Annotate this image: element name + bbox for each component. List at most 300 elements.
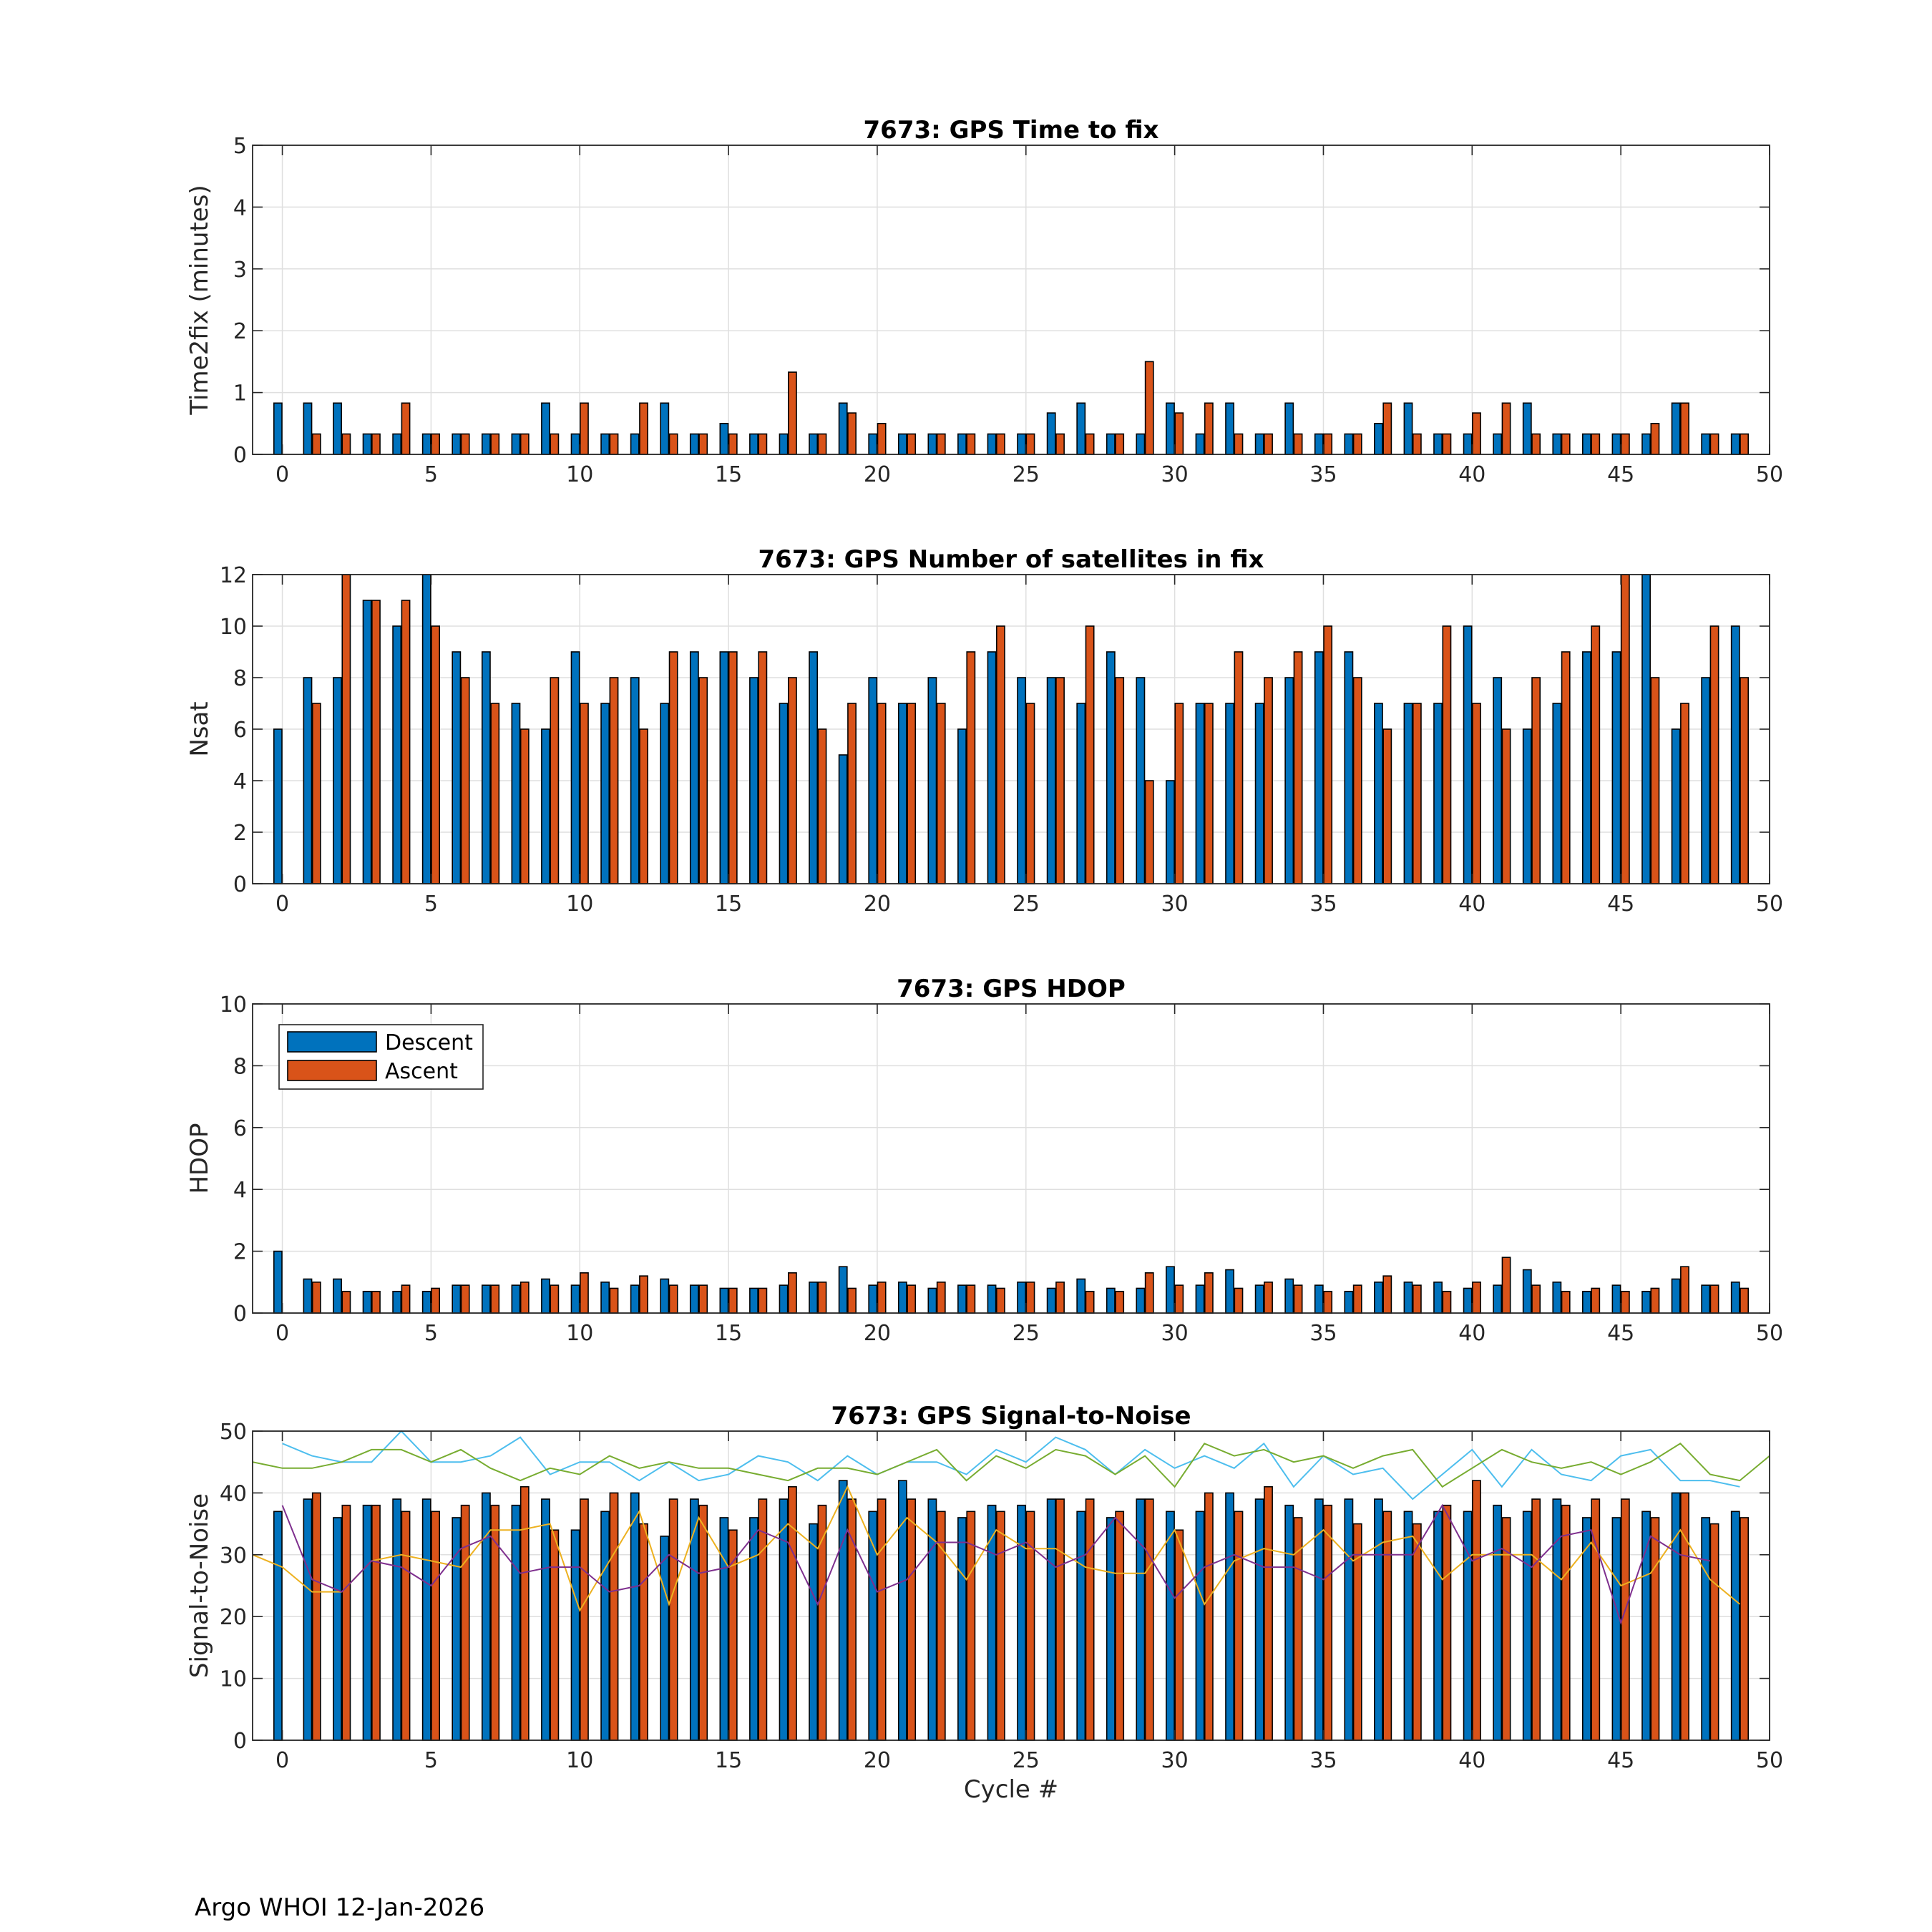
panel-2-ylabel: Nsat (185, 701, 214, 757)
panel-2-bar-descent (1196, 703, 1204, 884)
panel-3-bar-ascent (1710, 1285, 1718, 1313)
panel-1-bar-ascent (758, 434, 766, 454)
panel-2-bar-ascent (670, 652, 678, 884)
panel-1-bar-ascent (1085, 434, 1093, 454)
panel-1-bar-descent (1107, 434, 1115, 454)
panel-3-bar-ascent (462, 1285, 469, 1313)
panel-2-bar-descent (1404, 703, 1412, 884)
panel-2-bar-descent (423, 575, 431, 884)
panel-1-bar-descent (1642, 434, 1650, 454)
panel-3-ytick-label: 8 (233, 1054, 247, 1080)
panel-1-bar-descent (1493, 434, 1501, 454)
panel-3-bar-descent (720, 1288, 728, 1313)
panel-4-bar-descent (1375, 1499, 1382, 1740)
panel-4-bar-ascent (1710, 1524, 1718, 1740)
panel-3-bar-ascent (907, 1285, 915, 1313)
panel-1-bar-ascent (1473, 413, 1480, 454)
panel-1-bar-ascent (789, 372, 796, 454)
panel-3-bar-ascent (1056, 1282, 1064, 1313)
panel-4-bar-descent (1434, 1511, 1442, 1740)
panel-1-bar-ascent (313, 434, 321, 454)
panel-4-bar-descent (303, 1499, 311, 1740)
panel-2-bar-descent (1166, 781, 1174, 884)
panel-3-bar-descent (601, 1282, 609, 1313)
panel-1-bar-ascent (1562, 434, 1570, 454)
panel-1-bar-ascent (1294, 434, 1302, 454)
panel-2-bar-descent (393, 626, 401, 884)
panel-1-bar-descent (1672, 403, 1680, 454)
panel-2-xtick-label: 30 (1161, 892, 1189, 917)
panel-3-bar-ascent (1205, 1273, 1213, 1313)
panel-4-bar-ascent (1056, 1499, 1064, 1740)
panel-4-bar-ascent (1651, 1518, 1659, 1740)
panel-3-bar-descent (1732, 1282, 1740, 1313)
panel-4-bar-ascent (313, 1493, 321, 1740)
panel-3-bar-ascent (1085, 1292, 1093, 1313)
legend-label-descent: Descent (385, 1030, 473, 1055)
panel-3-xtick-label: 15 (715, 1321, 743, 1346)
panel-2-bar-descent (274, 729, 282, 884)
panel-1-bar-descent (839, 403, 847, 454)
panel-3-bar-ascent (1264, 1282, 1272, 1313)
panel-2-bar-ascent (1740, 678, 1748, 884)
panel-4-xtick-label: 50 (1755, 1748, 1784, 1773)
panel-3-ytick-label: 2 (233, 1239, 247, 1265)
panel-2-bar-ascent (1591, 626, 1599, 884)
panel-1-bar-descent (1226, 403, 1234, 454)
panel-4-bar-descent (1612, 1518, 1620, 1740)
panel-2-bar-ascent (610, 678, 618, 884)
panel-3-bar-descent (1107, 1288, 1115, 1313)
panel-1-bar-ascent (1146, 361, 1153, 454)
panel-3-ytick-label: 10 (219, 992, 247, 1018)
panel-3-bar-descent (928, 1288, 936, 1313)
panel-3-bar-ascent (1532, 1285, 1540, 1313)
panel-3-bar-descent (571, 1285, 579, 1313)
panel-3-bar-descent (660, 1279, 668, 1313)
panel-1-bar-descent (691, 434, 698, 454)
panel-4-bar-ascent (1116, 1511, 1123, 1740)
panel-3-bar-ascent (1324, 1292, 1332, 1313)
panel-4-bar-descent (1345, 1499, 1352, 1740)
panel-3-bar-descent (1672, 1279, 1680, 1313)
panel-4-bar-ascent (1264, 1487, 1272, 1740)
panel-2-bar-descent (1256, 703, 1264, 884)
panel-3-xtick-label: 45 (1607, 1321, 1635, 1346)
panel-3-bar-descent (1018, 1282, 1025, 1313)
panel-4-bar-ascent (1146, 1499, 1153, 1740)
panel-4-bar-descent (542, 1499, 550, 1740)
panel-3-bar-descent (303, 1279, 311, 1313)
panel-3-bar-ascent (848, 1288, 856, 1313)
panel-2-bar-ascent (1205, 703, 1213, 884)
panel-4-bar-descent (333, 1518, 341, 1740)
panel-3-bar-ascent (1621, 1292, 1629, 1313)
panel-3-xtick-label: 35 (1309, 1321, 1337, 1346)
panel-1-bar-ascent (1621, 434, 1629, 454)
panel-1-bar-descent (512, 434, 519, 454)
panel-3-bar-descent (1077, 1279, 1085, 1313)
panel-2-bar-ascent (1324, 626, 1332, 884)
panel-1-bar-descent (958, 434, 966, 454)
panel-4-bar-descent (660, 1536, 668, 1740)
panel-1-bar-ascent (997, 434, 1005, 454)
panel-3-bar-descent (869, 1285, 877, 1313)
panel-2-bar-descent (958, 729, 966, 884)
panel-1-bar-descent (1315, 434, 1323, 454)
panel-2-bar-ascent (550, 678, 558, 884)
panel-2-xtick-label: 50 (1755, 892, 1784, 917)
panel-4-xtick-label: 25 (1012, 1748, 1040, 1773)
panel-1-title: 7673: GPS Time to fix (863, 116, 1159, 145)
panel-1-bar-descent (869, 434, 877, 454)
panel-1-bar-ascent (550, 434, 558, 454)
panel-3-bar-ascent (1443, 1292, 1450, 1313)
panel-4-bar-ascent (1085, 1499, 1093, 1740)
panel-2-bar-descent (1672, 729, 1680, 884)
panel-2-bar-descent (928, 678, 936, 884)
panel-1-bar-ascent (1324, 434, 1332, 454)
panel-4-bar-descent (1107, 1518, 1115, 1740)
panel-1-bar-ascent (1591, 434, 1599, 454)
panel-3-bar-ascent (1116, 1292, 1123, 1313)
panel-2-ytick-label: 4 (233, 769, 247, 794)
panel-2-bar-ascent (1056, 678, 1064, 884)
panel-1-bar-ascent (1413, 434, 1421, 454)
panel-1-bar-ascent (401, 403, 409, 454)
panel-1-bar-descent (1464, 434, 1472, 454)
legend-label-ascent: Ascent (385, 1059, 458, 1084)
panel-4-bar-descent (1166, 1511, 1174, 1740)
panel-1-bar-ascent (1116, 434, 1123, 454)
panel-2-xtick-label: 40 (1458, 892, 1486, 917)
panel-2-bar-ascent (1502, 729, 1510, 884)
panel-2-bar-descent (542, 729, 550, 884)
panel-4-bar-ascent (997, 1511, 1005, 1740)
panel-1-bar-descent (987, 434, 995, 454)
panel-1-bar-descent (631, 434, 639, 454)
panel-2-xtick-label: 25 (1012, 892, 1040, 917)
panel-2-bar-descent (1583, 652, 1591, 884)
panel-4-bar-descent (720, 1518, 728, 1740)
panel-4-bar-descent (423, 1499, 431, 1740)
panel-2-bar-descent (691, 652, 698, 884)
panel-4-xtick-label: 30 (1161, 1748, 1189, 1773)
panel-2-bar-descent (1642, 575, 1650, 884)
panel-4-xtick-label: 45 (1607, 1748, 1635, 1773)
panel-4-xtick-label: 15 (715, 1748, 743, 1773)
legend-swatch-ascent (288, 1060, 376, 1080)
panel-4-xtick-label: 35 (1309, 1748, 1337, 1773)
panel-2-bar-ascent (313, 703, 321, 884)
panel-4-bar-descent (393, 1499, 401, 1740)
panel-3-ytick-label: 6 (233, 1116, 247, 1141)
panel-4-bar-descent (512, 1506, 519, 1740)
panel-3-bar-descent (1136, 1288, 1144, 1313)
panel-3-bar-ascent (967, 1285, 975, 1313)
panel-3-bar-descent (809, 1282, 817, 1313)
panel-3-bar-descent (1553, 1282, 1561, 1313)
panel-4-bar-descent (1493, 1506, 1501, 1740)
panel-1-xtick-label: 5 (424, 462, 438, 487)
panel-2-bar-descent (1315, 652, 1323, 884)
panel-4-xtick-label: 5 (424, 1748, 438, 1773)
panel-3-xtick-label: 50 (1755, 1321, 1784, 1346)
panel-4-xtick-label: 0 (275, 1748, 290, 1773)
panel-1-ytick-label: 1 (233, 381, 247, 406)
panel-1-ylabel: Time2fix (minutes) (185, 185, 214, 415)
panel-4-ytick-label: 40 (219, 1481, 247, 1507)
panel-2-bar-descent (660, 703, 668, 884)
panel-1-bar-descent (1196, 434, 1204, 454)
panel-4-bar-ascent (491, 1506, 499, 1740)
panel-3-bar-ascent (997, 1288, 1005, 1313)
panel-3-bar-descent (1196, 1285, 1204, 1313)
panel-4-bar-descent (601, 1511, 609, 1740)
panel-3-bar-descent (958, 1285, 966, 1313)
panel-1-bar-descent (423, 434, 431, 454)
panel-1-bar-ascent (1502, 403, 1510, 454)
panel-1-bar-ascent (729, 434, 737, 454)
panel-3-bar-descent (274, 1252, 282, 1313)
panel-4-bar-ascent (907, 1499, 915, 1740)
panel-2-bar-descent (1732, 626, 1740, 884)
panel-4-bar-descent (1404, 1511, 1412, 1740)
panel-3-xtick-label: 10 (566, 1321, 594, 1346)
panel-1-bar-ascent (1681, 403, 1689, 454)
panel-2-bar-ascent (431, 626, 439, 884)
panel-4-ytick-label: 0 (233, 1729, 247, 1754)
panel-2-bar-ascent (401, 600, 409, 884)
panel-1-xtick-label: 50 (1755, 462, 1784, 487)
panel-2-ytick-label: 10 (219, 615, 247, 640)
panel-1-bar-ascent (937, 434, 945, 454)
panel-2-ytick-label: 0 (233, 872, 247, 897)
panel-1-bar-descent (303, 403, 311, 454)
panel-2-bar-descent (1553, 703, 1561, 884)
panel-4-bar-ascent (610, 1493, 618, 1740)
panel-4-bar-descent (1553, 1499, 1561, 1740)
panel-4-bar-ascent (431, 1511, 439, 1740)
panel-4-bar-ascent (401, 1511, 409, 1740)
panel-4-bar-descent (274, 1511, 282, 1740)
panel-2-bar-ascent (1264, 678, 1272, 884)
panel-4-bar-ascent (640, 1524, 648, 1740)
panel-3-bar-ascent (550, 1285, 558, 1313)
panel-4-bar-ascent (758, 1499, 766, 1740)
panel-1-xtick-label: 45 (1607, 462, 1635, 487)
panel-2-bar-ascent (372, 600, 380, 884)
panel-3-bar-descent (1345, 1292, 1352, 1313)
panel-1-bar-ascent (521, 434, 529, 454)
panel-1-bar-ascent (967, 434, 975, 454)
panel-3-bar-ascent (1591, 1288, 1599, 1313)
panel-3-bar-descent (1048, 1288, 1055, 1313)
panel-4-bar-descent (1732, 1511, 1740, 1740)
panel-3-ylabel: HDOP (185, 1123, 214, 1194)
panel-1-bar-ascent (699, 434, 707, 454)
panel-3-bar-ascent (521, 1282, 529, 1313)
legend-swatch-descent (288, 1032, 376, 1052)
panel-4-bar-descent (1196, 1511, 1204, 1740)
panel-1-xtick-label: 30 (1161, 462, 1189, 487)
panel-1-bar-descent (571, 434, 579, 454)
panel-2-bar-descent (1702, 678, 1709, 884)
panel-2-bar-ascent (699, 678, 707, 884)
panel-1-bar-descent (1136, 434, 1144, 454)
panel-1-bar-descent (1048, 413, 1055, 454)
panel-3-bar-ascent (1294, 1285, 1302, 1313)
panel-1-bar-descent (542, 403, 550, 454)
panel-2-bar-descent (512, 703, 519, 884)
panel-1-bar-ascent (372, 434, 380, 454)
panel-2-bar-descent (333, 678, 341, 884)
panel-1-bar-ascent (1740, 434, 1748, 454)
panel-4-ytick-label: 50 (219, 1420, 247, 1445)
panel-2-bar-ascent (1651, 678, 1659, 884)
panel-2-bar-descent (839, 755, 847, 884)
panel-1-bar-descent (1018, 434, 1025, 454)
panel-2-bar-ascent (1532, 678, 1540, 884)
panel-2-bar-descent (631, 678, 639, 884)
panel-1-bar-descent (720, 424, 728, 454)
panel-2-bar-ascent (818, 729, 826, 884)
panel-2-xtick-label: 45 (1607, 892, 1635, 917)
panel-1-ytick-label: 0 (233, 443, 247, 468)
panel-3-xtick-label: 40 (1458, 1321, 1486, 1346)
panel-3-bar-descent (512, 1285, 519, 1313)
panel-3-bar-ascent (1562, 1292, 1570, 1313)
panel-2-bar-descent (809, 652, 817, 884)
panel-2-bar-ascent (789, 678, 796, 884)
panel-2-bar-descent (1375, 703, 1382, 884)
panel-4-plot-area (253, 1431, 1770, 1740)
panel-4-bar-ascent (1324, 1506, 1332, 1740)
panel-2-bar-descent (1018, 678, 1025, 884)
panel-3-bar-descent (1702, 1285, 1709, 1313)
panel-1-bar-ascent (848, 413, 856, 454)
panel-1-bar-descent (1077, 403, 1085, 454)
panel-4-bar-descent (1523, 1511, 1531, 1740)
panel-2-bar-ascent (907, 703, 915, 884)
panel-4-bar-descent (750, 1518, 758, 1740)
panel-2-xtick-label: 5 (424, 892, 438, 917)
panel-4-bar-descent (1285, 1506, 1293, 1740)
panel-4-bar-ascent (1234, 1511, 1242, 1740)
panel-2-bar-descent (1077, 703, 1085, 884)
panel-4-bar-ascent (937, 1511, 945, 1740)
panel-3-bar-descent (987, 1285, 995, 1313)
panel-4-bar-descent (482, 1493, 490, 1740)
panel-2-bar-ascent (1681, 703, 1689, 884)
panel-1-bar-ascent (1710, 434, 1718, 454)
panel-2-xtick-label: 15 (715, 892, 743, 917)
panel-4-xtick-label: 20 (863, 1748, 892, 1773)
panel-2-bar-descent (720, 652, 728, 884)
panel-4-bar-ascent (848, 1499, 856, 1740)
panel-3-xtick-label: 30 (1161, 1321, 1189, 1346)
panel-3-bar-descent (1642, 1292, 1650, 1313)
panel-3-bar-descent (1315, 1285, 1323, 1313)
panel-4-bar-descent (958, 1518, 966, 1740)
panel-1-bar-descent (1702, 434, 1709, 454)
panel-2-bar-ascent (758, 652, 766, 884)
panel-1-bar-descent (452, 434, 460, 454)
panel-2-bar-descent (482, 652, 490, 884)
panel-2-bar-descent (779, 703, 787, 884)
panel-2-bar-ascent (848, 703, 856, 884)
panel-2-bar-descent (1107, 652, 1115, 884)
panel-2-bar-descent (303, 678, 311, 884)
panel-2-bar-descent (750, 678, 758, 884)
panel-1-bar-descent (363, 434, 371, 454)
panel-3-bar-ascent (1383, 1276, 1391, 1313)
panel-2-bar-ascent (1710, 626, 1718, 884)
panel-2-bar-ascent (580, 703, 588, 884)
panel-3-bar-ascent (1740, 1288, 1748, 1313)
panel-3-bar-descent (1493, 1285, 1501, 1313)
panel-4-bar-descent (1702, 1518, 1709, 1740)
panel-1-plot-area (253, 145, 1770, 454)
panel-4-ylabel: Signal-to-Noise (185, 1493, 214, 1679)
panel-3-bar-ascent (610, 1288, 618, 1313)
panel-3-bar-ascent (1354, 1285, 1362, 1313)
panel-2-bar-ascent (1383, 729, 1391, 884)
panel-3-bar-descent (631, 1285, 639, 1313)
panel-2-xtick-label: 20 (863, 892, 892, 917)
panel-1-bar-descent (1256, 434, 1264, 454)
panel-3-bar-ascent (1413, 1285, 1421, 1313)
panel-3-bar-ascent (937, 1282, 945, 1313)
panel-2-bar-ascent (1413, 703, 1421, 884)
panel-1-ytick-label: 3 (233, 257, 247, 283)
panel-4-bar-ascent (580, 1499, 588, 1740)
panel-4-bar-ascent (550, 1530, 558, 1740)
panel-2-bar-ascent (1234, 652, 1242, 884)
panel-1-bar-ascent (1234, 434, 1242, 454)
panel-1-bar-ascent (610, 434, 618, 454)
panel-1-xtick-label: 10 (566, 462, 594, 487)
panel-3-title: 7673: GPS HDOP (897, 975, 1126, 1003)
panel-2-ytick-label: 6 (233, 718, 247, 743)
panel-1-bar-descent (1375, 424, 1382, 454)
panel-3-bar-descent (1166, 1267, 1174, 1313)
panel-4-bar-descent (1672, 1493, 1680, 1740)
panel-1-bar-ascent (1026, 434, 1034, 454)
panel-2-bar-descent (1136, 678, 1144, 884)
panel-2-bar-ascent (462, 678, 469, 884)
panel-4-bar-ascent (342, 1506, 350, 1740)
panel-1-bar-ascent (491, 434, 499, 454)
panel-1-xtick-label: 20 (863, 462, 892, 487)
panel-2-bar-ascent (1175, 703, 1183, 884)
panel-3-bar-ascent (431, 1288, 439, 1313)
panel-4-bar-ascent (1473, 1480, 1480, 1740)
panel-3-bar-descent (1404, 1282, 1412, 1313)
panel-1-bar-ascent (1175, 413, 1183, 454)
panel-3-bar-ascent (1026, 1282, 1034, 1313)
panel-1-bar-descent (779, 434, 787, 454)
panel-1-ytick-label: 2 (233, 319, 247, 345)
panel-3-bar-ascent (1681, 1267, 1689, 1313)
panel-2-bar-ascent (1294, 652, 1302, 884)
panel-2-ytick-label: 12 (219, 563, 247, 588)
panel-4-bar-descent (1136, 1499, 1144, 1740)
panel-3-xtick-label: 0 (275, 1321, 290, 1346)
panel-3-bar-descent (1583, 1292, 1591, 1313)
panel-1-bar-descent (1434, 434, 1442, 454)
panel-2-bar-ascent (1443, 626, 1450, 884)
